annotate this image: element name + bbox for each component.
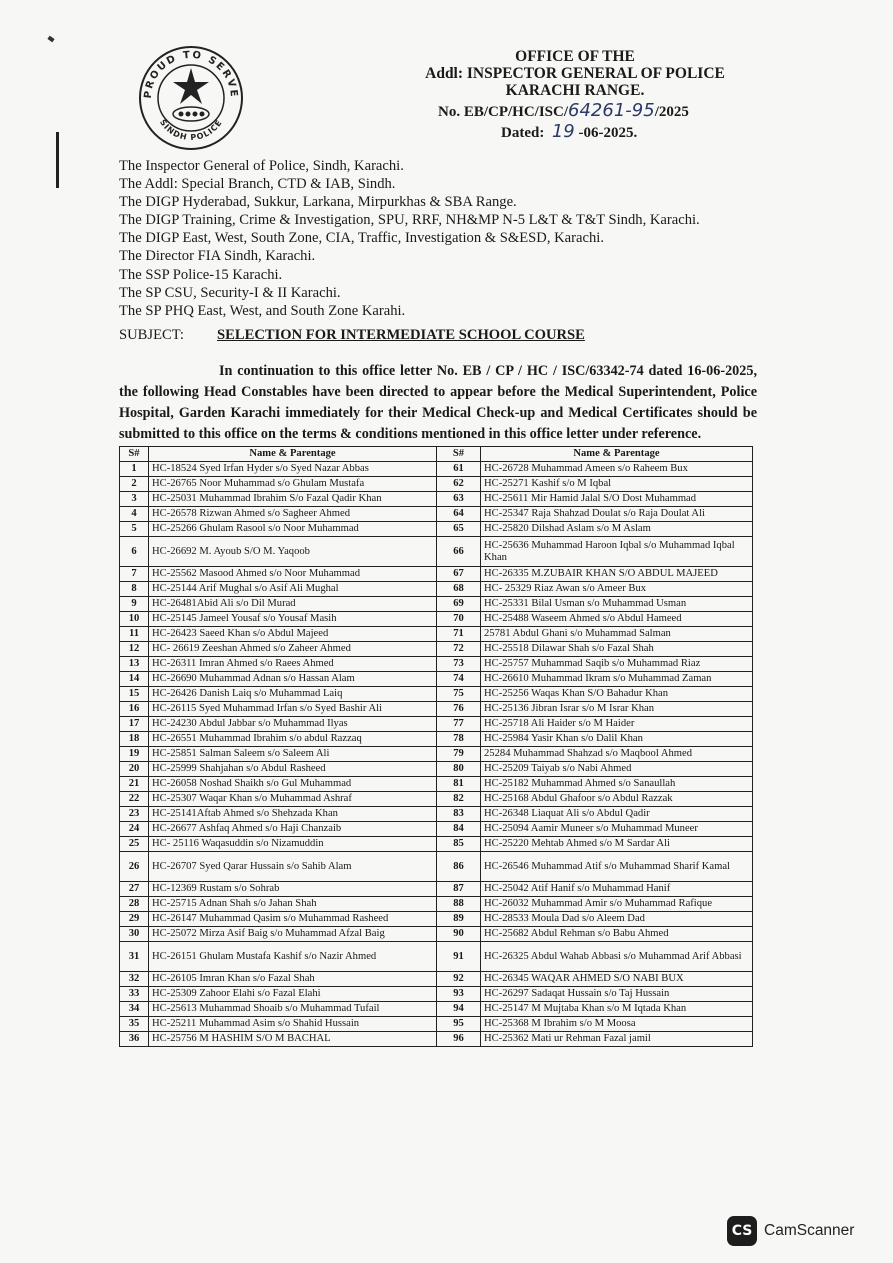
- subject-line: [119, 327, 585, 344]
- row-sn-left: 6: [120, 537, 149, 567]
- row-name-left: HC-25266 Ghulam Rasool s/o Noor Muhammad: [149, 522, 437, 537]
- row-name-right: HC-25256 Waqas Khan S/O Bahadur Khan: [481, 687, 753, 702]
- row-sn-left: 28: [120, 897, 149, 912]
- row-name-right: HC-25368 M Ibrahim s/o M Moosa: [481, 1017, 753, 1032]
- row-name-right: HC-25168 Abdul Ghafoor s/o Abdul Razzak: [481, 792, 753, 807]
- row-sn-left: 16: [120, 702, 149, 717]
- row-name-right: HC- 25329 Riaz Awan s/o Ameer Bux: [481, 582, 753, 597]
- row-name-right: HC-26546 Muhammad Atif s/o Muhammad Sharif Kamal: [481, 852, 753, 882]
- row-sn-left: 15: [120, 687, 149, 702]
- row-sn-right: 77: [437, 717, 481, 732]
- table-row: [120, 687, 753, 702]
- row-sn-right: 72: [437, 642, 481, 657]
- row-sn-right: 64: [437, 507, 481, 522]
- col-header-name-right: Name & Parentage: [481, 447, 753, 462]
- row-sn-right: 66: [437, 537, 481, 567]
- row-name-left: HC-25715 Adnan Shah s/o Jahan Shah: [149, 897, 437, 912]
- table-row: [120, 1032, 753, 1047]
- row-name-left: HC-26578 Rizwan Ahmed s/o Sagheer Ahmed: [149, 507, 437, 522]
- table-row: [120, 537, 753, 567]
- row-sn-left: 22: [120, 792, 149, 807]
- row-name-left: HC-26147 Muhammad Qasim s/o Muhammad Rasheed: [149, 912, 437, 927]
- table-row: [120, 1017, 753, 1032]
- table-row: [120, 1002, 753, 1017]
- row-sn-right: 95: [437, 1017, 481, 1032]
- row-sn-right: 88: [437, 897, 481, 912]
- row-name-right: 25781 Abdul Ghani s/o Muhammad Salman: [481, 627, 753, 642]
- addressee: The DIGP Hyderabad, Sukkur, Larkana, Mirpurkhas & SBA Range.: [119, 194, 517, 211]
- table-row: [120, 477, 753, 492]
- row-sn-left: 24: [120, 822, 149, 837]
- row-name-left: HC-25309 Zahoor Elahi s/o Fazal Elahi: [149, 987, 437, 1002]
- row-name-right: HC-25362 Mati ur Rehman Fazal jamil: [481, 1032, 753, 1047]
- margin-mark: [56, 132, 59, 188]
- row-name-left: HC-26115 Syed Muhammad Irfan s/o Syed Bashir Ali: [149, 702, 437, 717]
- row-sn-left: 12: [120, 642, 149, 657]
- row-sn-right: 70: [437, 612, 481, 627]
- row-sn-left: 33: [120, 987, 149, 1002]
- row-name-right: HC-25682 Abdul Rehman s/o Babu Ahmed: [481, 927, 753, 942]
- row-name-left: HC-25145 Jameel Yousaf s/o Yousaf Masih: [149, 612, 437, 627]
- row-sn-right: 81: [437, 777, 481, 792]
- row-name-right: HC-25984 Yasir Khan s/o Dalil Khan: [481, 732, 753, 747]
- row-name-right: HC-25271 Kashif s/o M Iqbal: [481, 477, 753, 492]
- row-name-left: HC-26692 M. Ayoub S/O M. Yaqoob: [149, 537, 437, 567]
- addressee: The SP PHQ East, West, and South Zone Karahi.: [119, 302, 406, 319]
- row-name-right: HC-25147 M Mujtaba Khan s/o M Iqtada Khan: [481, 1002, 753, 1017]
- row-sn-left: 26: [120, 852, 149, 882]
- row-sn-left: 11: [120, 627, 149, 642]
- row-sn-left: 3: [120, 492, 149, 507]
- reference-number: [438, 100, 689, 121]
- table-row: [120, 927, 753, 942]
- table-row: [120, 657, 753, 672]
- table-row: [120, 507, 753, 522]
- row-sn-left: 36: [120, 1032, 149, 1047]
- row-sn-left: 35: [120, 1017, 149, 1032]
- row-sn-right: 92: [437, 972, 481, 987]
- row-name-right: HC-25182 Muhammad Ahmed s/o Sanaullah: [481, 777, 753, 792]
- office-header: [410, 48, 740, 99]
- row-name-left: HC-12369 Rustam s/o Sohrab: [149, 882, 437, 897]
- row-sn-left: 5: [120, 522, 149, 537]
- table-row: [120, 702, 753, 717]
- row-sn-right: 74: [437, 672, 481, 687]
- row-name-left: HC-25072 Mirza Asif Baig s/o Muhammad Afzal Baig: [149, 927, 437, 942]
- ref-suffix: /2025: [654, 104, 689, 120]
- row-sn-left: 9: [120, 597, 149, 612]
- table-row: [120, 972, 753, 987]
- row-sn-right: 84: [437, 822, 481, 837]
- row-sn-left: 32: [120, 972, 149, 987]
- date-line: [501, 121, 637, 142]
- row-sn-right: 85: [437, 837, 481, 852]
- row-sn-left: 17: [120, 717, 149, 732]
- camscanner-watermark: [727, 1216, 854, 1246]
- row-name-left: HC-25562 Masood Ahmed s/o Noor Muhammad: [149, 567, 437, 582]
- col-header-sn-left: S#: [120, 447, 149, 462]
- row-sn-left: 7: [120, 567, 149, 582]
- table-row: [120, 492, 753, 507]
- dated-handwritten: 19: [551, 121, 575, 142]
- subject-label: SUBJECT:: [119, 327, 184, 343]
- row-sn-right: 67: [437, 567, 481, 582]
- table-row: [120, 612, 753, 627]
- table-row: [120, 582, 753, 597]
- ref-handwritten: 64261-95: [568, 100, 655, 121]
- ref-prefix: No. EB/CP/HC/ISC/: [438, 104, 569, 120]
- table-row: [120, 792, 753, 807]
- table-header-row: [120, 447, 753, 462]
- row-sn-right: 76: [437, 702, 481, 717]
- table-row: [120, 672, 753, 687]
- row-name-right: HC-25331 Bilal Usman s/o Muhammad Usman: [481, 597, 753, 612]
- row-name-right: HC-26325 Abdul Wahab Abbasi s/o Muhammad Arif Abbasi: [481, 942, 753, 972]
- row-name-left: HC-26058 Noshad Shaikh s/o Gul Muhammad: [149, 777, 437, 792]
- row-name-right: HC-25518 Dilawar Shah s/o Fazal Shah: [481, 642, 753, 657]
- table-row: [120, 747, 753, 762]
- head-constables-table: [119, 446, 753, 1047]
- table-row: [120, 462, 753, 477]
- row-sn-left: 18: [120, 732, 149, 747]
- dated-label: Dated:: [501, 125, 545, 141]
- row-sn-left: 10: [120, 612, 149, 627]
- row-sn-right: 79: [437, 747, 481, 762]
- row-sn-right: 96: [437, 1032, 481, 1047]
- row-sn-left: 34: [120, 1002, 149, 1017]
- row-name-right: HC-25209 Taiyab s/o Nabi Ahmed: [481, 762, 753, 777]
- row-sn-right: 78: [437, 732, 481, 747]
- row-sn-left: 27: [120, 882, 149, 897]
- row-name-left: HC-25144 Arif Mughal s/o Asif Ali Mughal: [149, 582, 437, 597]
- row-name-left: HC- 26619 Zeeshan Ahmed s/o Zaheer Ahmed: [149, 642, 437, 657]
- row-sn-right: 65: [437, 522, 481, 537]
- header-line-1: OFFICE OF THE: [515, 48, 635, 65]
- row-name-left: HC-26481Abid Ali s/o Dil Murad: [149, 597, 437, 612]
- row-name-right: HC-25718 Ali Haider s/o M Haider: [481, 717, 753, 732]
- row-sn-right: 87: [437, 882, 481, 897]
- table-row: [120, 912, 753, 927]
- header-line-3: KARACHI RANGE.: [505, 82, 645, 99]
- row-name-left: HC-25613 Muhammad Shoaib s/o Muhammad Tufail: [149, 1002, 437, 1017]
- row-name-left: HC-25031 Muhammad Ibrahim S/o Fazal Qadir Khan: [149, 492, 437, 507]
- row-sn-left: 23: [120, 807, 149, 822]
- row-name-right: HC-26728 Muhammad Ameen s/o Raheem Bux: [481, 462, 753, 477]
- header-line-2: Addl: INSPECTOR GENERAL OF POLICE: [425, 65, 725, 82]
- row-name-right: HC-26032 Muhammad Amir s/o Muhammad Rafique: [481, 897, 753, 912]
- row-sn-left: 4: [120, 507, 149, 522]
- row-sn-right: 89: [437, 912, 481, 927]
- row-name-left: HC-26551 Muhammad Ibrahim s/o abdul Razzaq: [149, 732, 437, 747]
- body-text: In continuation to this office letter No. EB / CP / HC / ISC/63342-74 dated 16-06-2025, the following Head Constables have been directed to appear before the Medical Superintendent, Police Hospital, Garden Karachi immediately for their Medical Check-up and Medical Certificates should be submitted to this office on the terms & conditions mentioned in this office letter under reference.: [119, 363, 757, 442]
- row-name-left: HC-25851 Salman Saleem s/o Saleem Ali: [149, 747, 437, 762]
- row-name-left: HC-25999 Shahjahan s/o Abdul Rasheed: [149, 762, 437, 777]
- table-row: [120, 642, 753, 657]
- row-name-left: HC- 25116 Waqasuddin s/o Nizamuddin: [149, 837, 437, 852]
- row-name-left: HC-26311 Imran Ahmed s/o Raees Ahmed: [149, 657, 437, 672]
- table-row: [120, 942, 753, 972]
- row-sn-right: 69: [437, 597, 481, 612]
- row-sn-left: 31: [120, 942, 149, 972]
- row-sn-left: 25: [120, 837, 149, 852]
- addressee: The Inspector General of Police, Sindh, Karachi.: [119, 158, 404, 174]
- row-sn-left: 1: [120, 462, 149, 477]
- table-row: [120, 897, 753, 912]
- row-name-right: HC-26348 Liaquat Ali s/o Abdul Qadir: [481, 807, 753, 822]
- row-sn-left: 30: [120, 927, 149, 942]
- row-name-left: HC-25307 Waqar Khan s/o Muhammad Ashraf: [149, 792, 437, 807]
- table-row: [120, 762, 753, 777]
- row-name-right: HC-26345 WAQAR AHMED S/O NABI BUX: [481, 972, 753, 987]
- row-sn-left: 8: [120, 582, 149, 597]
- col-header-sn-right: S#: [437, 447, 481, 462]
- table-row: [120, 987, 753, 1002]
- addressee: The DIGP Training, Crime & Investigation, SPU, RRF, NH&MP N-5 L&T & T&T Sindh, Karachi.: [119, 212, 700, 229]
- row-name-right: HC-25136 Jibran Israr s/o M Israr Khan: [481, 702, 753, 717]
- row-sn-left: 14: [120, 672, 149, 687]
- row-sn-right: 73: [437, 657, 481, 672]
- row-name-right: HC-25220 Mehtab Ahmed s/o M Sardar Ali: [481, 837, 753, 852]
- camscanner-logo-icon: CS: [727, 1216, 757, 1246]
- addressee: The SSP Police-15 Karachi.: [119, 266, 283, 283]
- addressee: The Director FIA Sindh, Karachi.: [119, 248, 316, 265]
- row-sn-right: 93: [437, 987, 481, 1002]
- row-sn-left: 29: [120, 912, 149, 927]
- row-name-left: HC-26765 Noor Muhammad s/o Ghulam Mustafa: [149, 477, 437, 492]
- row-name-left: HC-26426 Danish Laiq s/o Muhammad Laiq: [149, 687, 437, 702]
- row-name-left: HC-24230 Abdul Jabbar s/o Muhammad Ilyas: [149, 717, 437, 732]
- row-name-left: HC-18524 Syed Irfan Hyder s/o Syed Nazar Abbas: [149, 462, 437, 477]
- subject-text: SELECTION FOR INTERMEDIATE SCHOOL COURSE: [217, 327, 585, 343]
- row-name-left: HC-26690 Muhammad Adnan s/o Hassan Alam: [149, 672, 437, 687]
- row-name-left: HC-25211 Muhammad Asim s/o Shahid Hussain: [149, 1017, 437, 1032]
- row-name-right: HC-25820 Dilshad Aslam s/o M Aslam: [481, 522, 753, 537]
- addressee: The DIGP East, West, South Zone, CIA, Traffic, Investigation & S&ESD, Karachi.: [119, 230, 604, 247]
- row-name-left: HC-25756 M HASHIM S/O M BACHAL: [149, 1032, 437, 1047]
- table-row: [120, 777, 753, 792]
- addressee-list: [119, 157, 700, 320]
- row-sn-right: 61: [437, 462, 481, 477]
- row-name-right: HC-26297 Sadaqat Hussain s/o Taj Hussain: [481, 987, 753, 1002]
- table-row: [120, 822, 753, 837]
- row-sn-right: 71: [437, 627, 481, 642]
- table-row: [120, 627, 753, 642]
- row-sn-right: 68: [437, 582, 481, 597]
- row-name-left: HC-26105 Imran Khan s/o Fazal Shah: [149, 972, 437, 987]
- row-name-left: HC-26423 Saeed Khan s/o Abdul Majeed: [149, 627, 437, 642]
- table-row: [120, 597, 753, 612]
- table-row: [120, 732, 753, 747]
- row-name-right: HC-25094 Aamir Muneer s/o Muhammad Muneer: [481, 822, 753, 837]
- addressee: The SP CSU, Security-I & II Karachi.: [119, 284, 341, 301]
- row-name-left: HC-26151 Ghulam Mustafa Kashif s/o Nazir Ahmed: [149, 942, 437, 972]
- row-sn-left: 2: [120, 477, 149, 492]
- row-name-right: HC-25611 Mir Hamid Jalal S/O Dost Muhammad: [481, 492, 753, 507]
- table-row: [120, 717, 753, 732]
- row-name-right: HC-26610 Muhammad Ikram s/o Muhammad Zaman: [481, 672, 753, 687]
- sindh-police-seal: [137, 44, 245, 152]
- table-row: [120, 522, 753, 537]
- row-name-right: HC-28533 Moula Dad s/o Aleem Dad: [481, 912, 753, 927]
- row-name-right: HC-25636 Muhammad Haroon Iqbal s/o Muhammad Iqbal Khan: [481, 537, 753, 567]
- row-sn-left: 21: [120, 777, 149, 792]
- table-row: [120, 567, 753, 582]
- row-name-left: HC-26707 Syed Qarar Hussain s/o Sahib Alam: [149, 852, 437, 882]
- row-name-right: HC-25042 Atif Hanif s/o Muhammad Hanif: [481, 882, 753, 897]
- row-sn-right: 63: [437, 492, 481, 507]
- row-sn-right: 82: [437, 792, 481, 807]
- row-name-left: HC-26677 Ashfaq Ahmed s/o Haji Chanzaib: [149, 822, 437, 837]
- row-sn-right: 83: [437, 807, 481, 822]
- table-row: [120, 837, 753, 852]
- scan-speck: [47, 36, 54, 43]
- row-sn-right: 94: [437, 1002, 481, 1017]
- row-sn-right: 75: [437, 687, 481, 702]
- row-sn-right: 90: [437, 927, 481, 942]
- row-sn-right: 80: [437, 762, 481, 777]
- addressee: The Addl: Special Branch, CTD & IAB, Sindh.: [119, 176, 396, 193]
- camscanner-name: CamScanner: [764, 1222, 855, 1239]
- row-sn-right: 86: [437, 852, 481, 882]
- row-name-right: 25284 Muhammad Shahzad s/o Maqbool Ahmed: [481, 747, 753, 762]
- row-sn-left: 20: [120, 762, 149, 777]
- row-name-right: HC-25488 Waseem Ahmed s/o Abdul Hameed: [481, 612, 753, 627]
- dated-suffix: -06-2025.: [578, 125, 638, 141]
- seal-bottom-text: SINDH POLICE: [157, 117, 225, 143]
- row-sn-left: 19: [120, 747, 149, 762]
- body-paragraph: [119, 361, 757, 445]
- row-name-right: HC-25757 Muhammad Saqib s/o Muhammad Riaz: [481, 657, 753, 672]
- row-name-left: HC-25141Aftab Ahmed s/o Shehzada Khan: [149, 807, 437, 822]
- table-row: [120, 882, 753, 897]
- row-sn-left: 13: [120, 657, 149, 672]
- table-row: [120, 852, 753, 882]
- row-sn-right: 62: [437, 477, 481, 492]
- table-body: [120, 462, 753, 1047]
- row-sn-right: 91: [437, 942, 481, 972]
- row-name-right: HC-26335 M.ZUBAIR KHAN S/O ABDUL MAJEED: [481, 567, 753, 582]
- row-name-right: HC-25347 Raja Shahzad Doulat s/o Raja Doulat Ali: [481, 507, 753, 522]
- seal-top-text: PROUD TO SERVE: [142, 49, 240, 99]
- col-header-name-left: Name & Parentage: [149, 447, 437, 462]
- table-row: [120, 807, 753, 822]
